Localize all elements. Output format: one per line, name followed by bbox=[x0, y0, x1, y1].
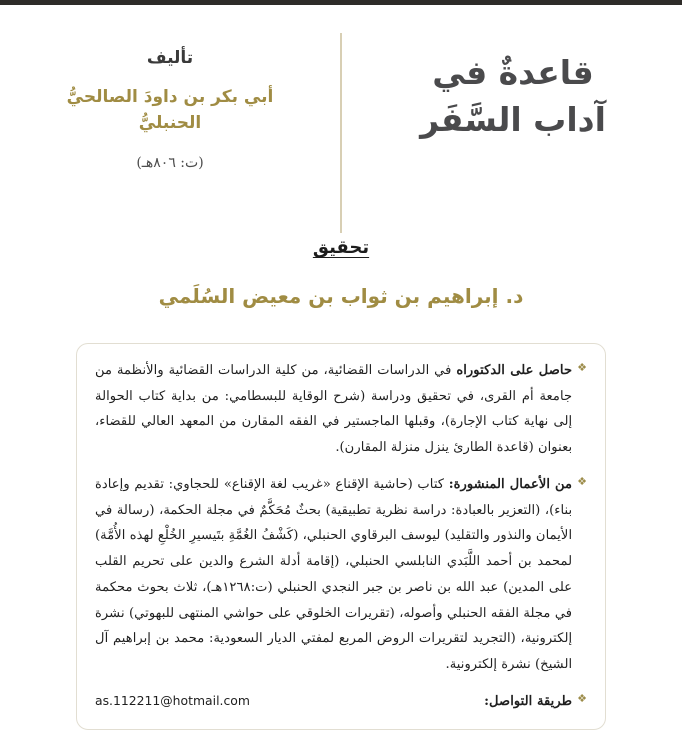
floret-bullet-icon: ❖ bbox=[577, 361, 587, 374]
floret-bullet-icon: ❖ bbox=[577, 691, 587, 705]
bio-item-text bbox=[95, 358, 572, 461]
page-title-line-1: قاعدةٌ في bbox=[432, 53, 594, 92]
bio-item-text bbox=[95, 472, 572, 678]
document-page bbox=[0, 5, 682, 753]
bio-card bbox=[76, 343, 606, 730]
vertical-divider bbox=[340, 33, 342, 233]
floret-bullet-icon: ❖ bbox=[577, 474, 587, 488]
bio-item-body: في الدراسات القضائية، من كلية الدراسات القضائية والأنظمة من جامعة أم القرى، في تحقيق ودراسة (شرح الوقاية للبسطامي: من بداية كتاب الحوالة إلى نهاية كتاب الإجارة)، وقبلها الماجستير في الفقه المقارن من المعهد العالي للقضاء، بعنوان (قاعدة الطارئ ينزل منزلة المقارن). bbox=[95, 363, 573, 456]
page-title bbox=[344, 50, 682, 144]
bio-item-contact bbox=[95, 689, 587, 715]
author-name: أبي بكر بن داودَ الصالحيُّ الحنبليُّ bbox=[66, 87, 274, 134]
contact-lead: طريقة التواصل: bbox=[484, 693, 573, 709]
editor-kicker: تحقيق bbox=[312, 237, 370, 258]
contact-text bbox=[95, 689, 572, 715]
author-death-date: (ت: ٨٠٦هـ) bbox=[136, 154, 204, 171]
author-kicker: تأليف bbox=[146, 48, 194, 68]
editor-name: د. إبراهيم بن ثواب بن معيض السُلَمي bbox=[158, 284, 524, 308]
bio-item-education bbox=[95, 358, 587, 461]
bio-item-lead: حاصل على الدكتوراه bbox=[456, 363, 573, 378]
bio-item-lead: من الأعمال المنشورة: bbox=[448, 476, 573, 492]
page-title-line-2: آداب السَّفَر bbox=[420, 99, 606, 139]
title-column bbox=[344, 28, 682, 144]
bio-item-publications bbox=[95, 472, 587, 678]
contact-email[interactable]: as.112211@hotmail.com bbox=[95, 692, 250, 708]
header-zone bbox=[0, 28, 682, 233]
bio-item-body: كتاب (حاشية الإقناع «غريب لغة الإقناع» للحجاوي: تقديم وإعادة بناء)، (التعزير بالعبادة: دراسة نظرية تطبيقية) بحثٌ مُحَكَّمٌ في مجلة الحكمة، (رسالة في الأيمان والنذور والتقليد) ليوسف البرقاوي الحنبلي، (كَشْفُ الغُمَّةِ بتَيسيرِ الخُلْعِ لهذه الأُمَّة) لمحمد بن أحمد اللَّبَدي النابلسي الحنبلي، (إقامة أدلة الشرع والدين على تحريم القلب على المدين) عبد الله بن ناصر بن جبر النجدي الحنبلي (ت:١٢٦٨هـ)، ثلاث بحوث محكمة في مجلة الفقه الحنبلي وأصوله، (تقريرات الخلوقي على حواشي المنتهى للبهوتي) نشرة إلكترونية، (التجريد لتقريرات الروض المربع لمفتي الديار السعودية: محمد بن إبراهيم آل الشيخ) نشرة إلكترونية. bbox=[95, 476, 573, 673]
editor-zone bbox=[0, 237, 682, 308]
author-column bbox=[0, 28, 340, 171]
